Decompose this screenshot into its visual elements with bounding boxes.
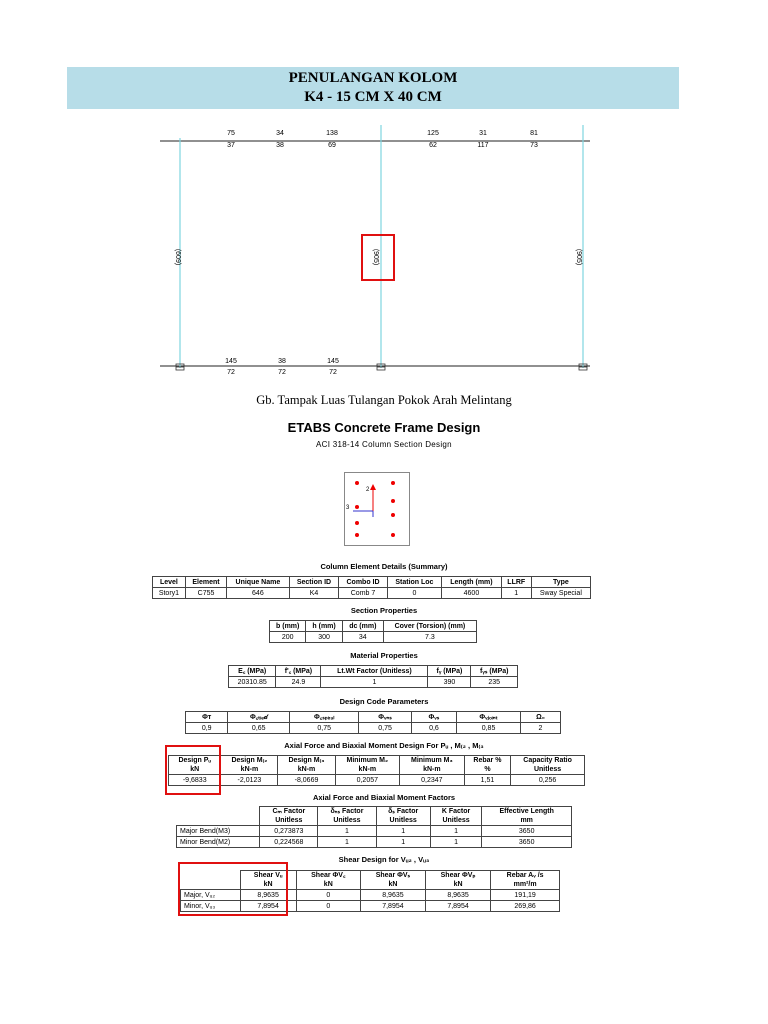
- top-right-upper-2: 31: [479, 130, 487, 137]
- banner-line-1: PENULANGAN KOLOM: [288, 70, 458, 86]
- highlight-shear-box: [178, 862, 288, 916]
- axial-col-1: Design M₍₂ kN-m: [221, 756, 278, 775]
- factors-cell: 1: [318, 826, 376, 837]
- material-heading: Material Properties: [350, 651, 418, 660]
- summary-cell: K4: [289, 588, 339, 599]
- table-row: [270, 632, 477, 643]
- factors-col-4: K Factor Unitless: [430, 807, 482, 826]
- summary-cell: Comb 7: [339, 588, 387, 599]
- section-props-heading: Section Properties: [350, 606, 418, 615]
- material-col-3: fᵧ (MPa): [428, 666, 471, 677]
- shear-cell: 0: [296, 901, 361, 912]
- shear-col-1: Shear Vᵤ kN: [240, 871, 296, 890]
- column-label-middle: (905): [372, 248, 379, 266]
- axial-cell: -2,0123: [221, 775, 278, 786]
- factors-cell: 1: [376, 837, 430, 848]
- shear-col-5: Rebar Aᵥ /s mm²/m: [491, 871, 560, 890]
- top-right-lower-1: 62: [429, 142, 437, 149]
- top-left-upper-1: 75: [227, 130, 235, 137]
- axis-2-label: 2: [366, 487, 370, 493]
- code-cell: 0,6: [411, 723, 456, 734]
- factors-cell: Major Bend(M3): [177, 826, 260, 837]
- section-col-0: b (mm): [270, 621, 306, 632]
- factors-cell: 3650: [482, 837, 572, 848]
- title-banner: [67, 67, 679, 109]
- summary-col-5: Station Loc: [387, 577, 441, 588]
- material-cell: 235: [471, 677, 518, 688]
- table-row: [153, 588, 591, 599]
- code-col-0: Φᴛ: [186, 712, 228, 723]
- section-props-table: [269, 620, 477, 643]
- axial-cell: 0,256: [511, 775, 585, 786]
- shear-col-4: Shear ΦVₚ kN: [425, 871, 490, 890]
- figure-caption: Gb. Tampak Luas Tulangan Pokok Arah Melintang: [256, 393, 512, 407]
- shear-cell: 7,8954: [425, 901, 490, 912]
- summary-col-6: Length (mm): [442, 577, 502, 588]
- shear-cell: 8,9635: [361, 890, 426, 901]
- axial-col-5: Rebar % %: [464, 756, 510, 775]
- code-col-4: Φᵥₛ: [411, 712, 456, 723]
- axial-col-3: Minimum M₂ kN-m: [335, 756, 399, 775]
- top-right-upper-1: 125: [427, 130, 439, 137]
- section-cell: 7.3: [383, 632, 476, 643]
- factors-col-0: [177, 807, 260, 826]
- material-cell: 1: [321, 677, 428, 688]
- shear-heading: Shear Design for Vᵤ₂ , Vᵤ₃: [338, 855, 430, 864]
- report-title: ETABS Concrete Frame Design: [287, 420, 481, 435]
- table-row: [177, 837, 572, 848]
- material-col-1: f'꜀ (MPa): [276, 666, 321, 677]
- bottom-upper-2: 38: [278, 358, 286, 365]
- factors-cell: 1: [430, 837, 482, 848]
- material-cell: 390: [428, 677, 471, 688]
- bottom-lower-1: 72: [227, 369, 235, 376]
- shear-cell: 191,19: [491, 890, 560, 901]
- column-label-left: (609): [174, 248, 181, 266]
- bottom-upper-3: 145: [327, 358, 339, 365]
- summary-col-2: Unique Name: [227, 577, 289, 588]
- material-cell: 24.9: [276, 677, 321, 688]
- summary-col-7: LLRF: [501, 577, 531, 588]
- factors-cell: 0,273873: [260, 826, 318, 837]
- summary-col-8: Type: [531, 577, 590, 588]
- material-table: [228, 665, 518, 688]
- top-left-upper-3: 138: [326, 130, 338, 137]
- elevation-diagram: [160, 120, 600, 380]
- table-row: [186, 723, 561, 734]
- factors-table: [176, 806, 572, 848]
- top-left-lower-1: 37: [227, 142, 235, 149]
- axial-col-2: Design M₍₃ kN-m: [278, 756, 335, 775]
- axial-col-4: Minimum M₃ kN-m: [400, 756, 465, 775]
- summary-col-0: Level: [153, 577, 186, 588]
- column-label-right: (905): [575, 248, 582, 266]
- code-params-table: [185, 711, 561, 734]
- summary-cell: 1: [501, 588, 531, 599]
- code-cell: 0,9: [186, 723, 228, 734]
- top-right-lower-2: 117: [477, 142, 489, 149]
- code-col-3: Φᵥₙₛ: [359, 712, 411, 723]
- table-row: [229, 677, 518, 688]
- factors-cell: 1: [430, 826, 482, 837]
- code-col-1: Φ꜀ₜᵢₑ𝒹: [228, 712, 290, 723]
- top-left-lower-2: 38: [276, 142, 284, 149]
- factors-cell: 0,224568: [260, 837, 318, 848]
- axial-heading: Axial Force and Biaxial Moment Design For Pᵤ , M₍₂ , M₍₃: [284, 741, 484, 750]
- column-section-sketch: [344, 472, 410, 546]
- code-params-heading: Design Code Parameters: [339, 697, 429, 706]
- section-col-3: Cover (Torsion) (mm): [383, 621, 476, 632]
- code-cell: 0,75: [290, 723, 359, 734]
- code-col-2: Φ꜀ₛₚᵢᵣₐₗ: [290, 712, 359, 723]
- factors-col-1: Cₘ Factor Unitless: [260, 807, 318, 826]
- top-right-upper-3: 81: [530, 130, 538, 137]
- factors-col-2: δₙₛ Factor Unitless: [318, 807, 376, 826]
- factors-cell: 3650: [482, 826, 572, 837]
- section-cell: 300: [306, 632, 342, 643]
- axial-cell: 0,2347: [400, 775, 465, 786]
- summary-table: [152, 576, 591, 599]
- banner-line-2: K4 - 15 CM X 40 CM: [304, 89, 442, 105]
- section-cell: 200: [270, 632, 306, 643]
- section-cell: 34: [342, 632, 383, 643]
- shear-cell: 269,86: [491, 901, 560, 912]
- summary-cell: Story1: [153, 588, 186, 599]
- table-row: [169, 775, 585, 786]
- summary-col-1: Element: [185, 577, 226, 588]
- material-col-0: E꜀ (MPa): [229, 666, 276, 677]
- shear-col-2: Shear ΦV꜀ kN: [296, 871, 361, 890]
- code-cell: 0,75: [359, 723, 411, 734]
- factors-col-3: δₛ Factor Unitless: [376, 807, 430, 826]
- axial-col-6: Capacity Ratio Unitless: [511, 756, 585, 775]
- code-col-5: Φᵥⱼₒᵢₙₜ: [457, 712, 521, 723]
- material-col-2: Lt.Wt Factor (Unitless): [321, 666, 428, 677]
- axial-cell: -8,0669: [278, 775, 335, 786]
- code-col-6: Ω₀: [520, 712, 560, 723]
- summary-cell: Sway Special: [531, 588, 590, 599]
- summary-cell: 646: [227, 588, 289, 599]
- bottom-lower-2: 72: [278, 369, 286, 376]
- code-cell: 0,85: [457, 723, 521, 734]
- section-col-1: h (mm): [306, 621, 342, 632]
- factors-cell: 1: [318, 837, 376, 848]
- section-col-2: dc (mm): [342, 621, 383, 632]
- code-cell: 2: [520, 723, 560, 734]
- axial-cell: 0,2057: [335, 775, 399, 786]
- code-cell: 0,65: [228, 723, 290, 734]
- summary-cell: C755: [185, 588, 226, 599]
- shear-col-3: Shear ΦVₛ kN: [361, 871, 426, 890]
- shear-cell: Major, Vᵤ₂: [181, 890, 241, 901]
- material-col-4: fᵧₛ (MPa): [471, 666, 518, 677]
- shear-cell: 8,9635: [240, 890, 296, 901]
- bottom-upper-1: 145: [225, 358, 237, 365]
- top-right-lower-3: 73: [530, 142, 538, 149]
- factors-cell: 1: [376, 826, 430, 837]
- factors-heading: Axial Force and Biaxial Moment Factors: [312, 793, 456, 802]
- summary-col-4: Combo ID: [339, 577, 387, 588]
- top-left-lower-3: 69: [328, 142, 336, 149]
- material-cell: 20310.85: [229, 677, 276, 688]
- axial-cell: -9,6833: [169, 775, 221, 786]
- shear-cell: 7,8954: [361, 901, 426, 912]
- summary-heading: Column Element Details (Summary): [320, 562, 448, 571]
- factors-cell: Minor Bend(M2): [177, 837, 260, 848]
- axis-3-label: 3: [346, 505, 350, 511]
- axial-cell: 1,51: [464, 775, 510, 786]
- local-axes-icon: [345, 473, 409, 545]
- axial-table: [168, 755, 585, 786]
- summary-cell: 0: [387, 588, 441, 599]
- shear-cell: 7,8954: [240, 901, 296, 912]
- axial-col-0: Design Pᵤ kN: [169, 756, 221, 775]
- shear-cell: 0: [296, 890, 361, 901]
- top-left-upper-2: 34: [276, 130, 284, 137]
- factors-col-5: Effective Length mm: [482, 807, 572, 826]
- summary-cell: 4600: [442, 588, 502, 599]
- shear-cell: Minor, Vᵤ₃: [181, 901, 241, 912]
- highlight-design-pu-box: [165, 745, 221, 795]
- table-row: [177, 826, 572, 837]
- bottom-lower-3: 72: [329, 369, 337, 376]
- report-subtitle: ACI 318-14 Column Section Design: [316, 440, 452, 449]
- shear-cell: 8,9635: [425, 890, 490, 901]
- summary-col-3: Section ID: [289, 577, 339, 588]
